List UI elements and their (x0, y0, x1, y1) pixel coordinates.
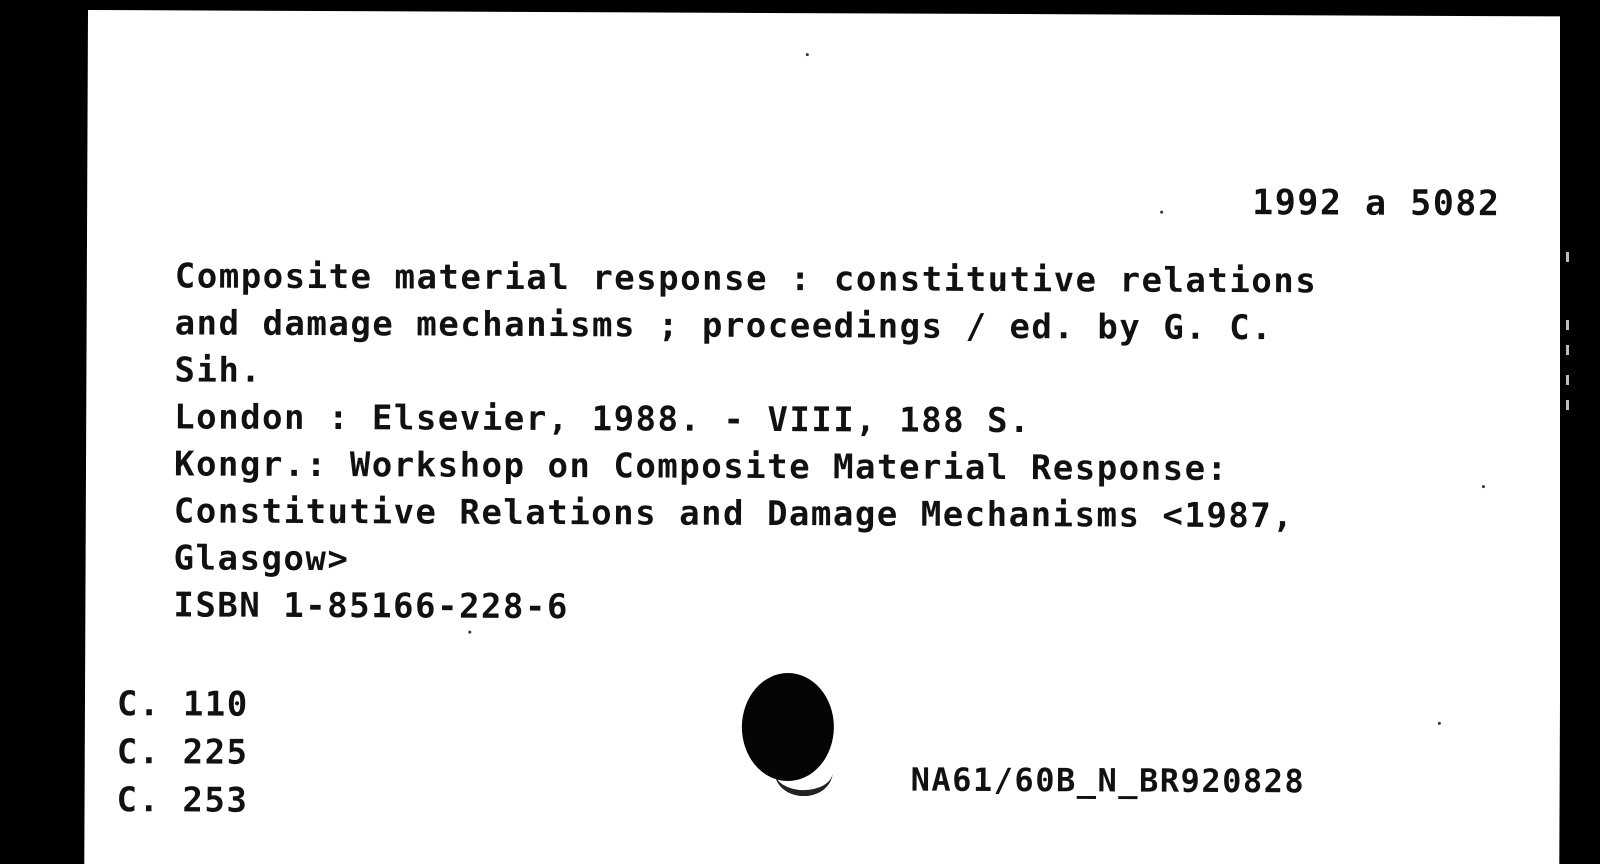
edge-mark (1566, 375, 1569, 385)
dust-speck (1438, 722, 1441, 725)
dust-speck (806, 53, 809, 56)
edge-mark (1566, 345, 1569, 355)
title-line-2: and damage mechanisms ; proceedings / ed. by G. C. (174, 303, 1274, 349)
conference-line-2: Constitutive Relations and Damage Mechanisms <1987, (173, 491, 1295, 537)
edge-mark (1566, 320, 1569, 330)
copy-number-1: C. 110 (116, 684, 249, 725)
isbn-line: ISBN 1-85166-228-6 (173, 585, 569, 628)
call-number: 1992 a 5082 (1252, 183, 1501, 225)
record-code: NA61/60B_N_BR920828 (910, 760, 1306, 801)
title-line-3: Sih. (174, 350, 263, 391)
dust-speck (468, 631, 471, 634)
conference-line-1: Kongr.: Workshop on Composite Material Response: (173, 444, 1229, 489)
scanner-edge (1560, 0, 1600, 864)
imprint-line: London : Elsevier, 1988. - VIII, 188 S. (174, 397, 1032, 442)
dust-speck (1160, 211, 1163, 214)
edge-mark (1566, 252, 1569, 262)
copy-number-3: C. 253 (116, 780, 249, 821)
edge-mark (1566, 400, 1569, 410)
conference-line-3: Glasgow> (173, 538, 350, 580)
title-line-1: Composite material response : constitutive relations (174, 256, 1318, 302)
catalog-card (84, 10, 1563, 864)
copy-number-2: C. 225 (116, 732, 249, 773)
dust-speck (1482, 485, 1485, 488)
punch-hole-edge (775, 748, 833, 796)
